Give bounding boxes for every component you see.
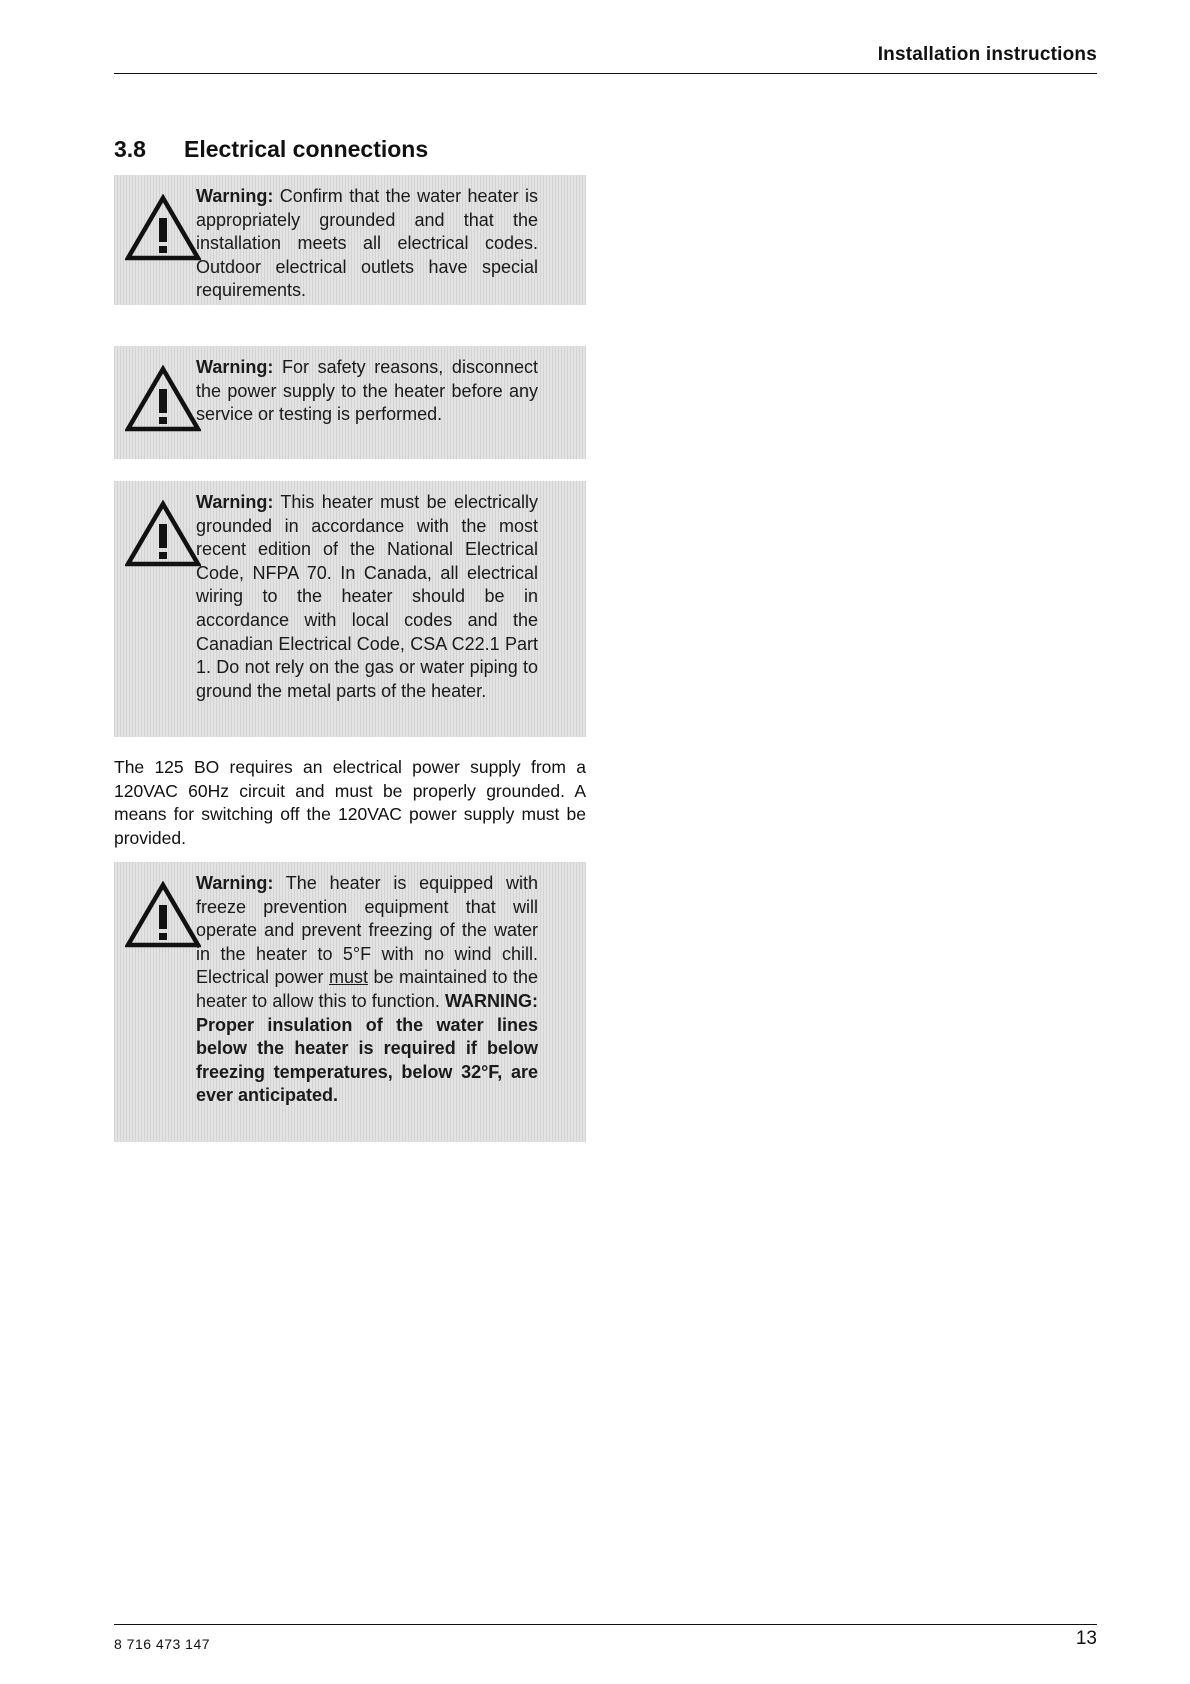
warning-triangle-icon — [125, 365, 201, 433]
header-title: Installation instructions — [877, 44, 1097, 65]
warning-label: Warning: — [196, 186, 274, 206]
warning-emphasis-must: must — [328, 967, 368, 988]
power-supply-paragraph: The 125 BO requires an electrical power supply from a 120VAC 60Hz circuit and must be properly grounded. A means for switching off the 120VAC power supply must be provided. — [114, 757, 586, 848]
warning-text — [196, 491, 538, 703]
page-number: 13 — [1075, 1628, 1097, 1649]
document-number: 8 716 473 147 — [114, 1636, 211, 1652]
warning-box-freeze-prevention — [114, 862, 586, 1142]
warning-message-part2: be maintained to the heater to allow this to function. — [196, 967, 538, 1011]
warning-message: This heater must be electrically grounded in accordance with the most recent edition of the National Electrical Code, NFPA 70. In Canada, all electrical wiring to the heater should be in accordance with local codes and the Canadian Electrical Code, CSA C22.1 Part 1. Do not rely on the gas or water piping to ground the metal parts of the heater. — [196, 492, 538, 701]
warning-label: Warning: — [196, 873, 274, 893]
warning-box-grounding — [114, 175, 586, 305]
warning-box-electrical-code — [114, 481, 586, 737]
warning-box-disconnect-power — [114, 346, 586, 459]
warning-label: Warning: — [196, 492, 274, 512]
warning-text — [196, 185, 538, 303]
warning-triangle-icon — [125, 881, 201, 949]
warning-triangle-icon — [125, 500, 201, 568]
section-number: 3.8 — [114, 136, 146, 162]
warning-label: Warning: — [196, 357, 274, 377]
footer-divider — [114, 1624, 1097, 1625]
warning-message-part1: The heater is equipped with freeze prevention equipment that will operate and prevent freezing of the water in the heater to 5°F with no wind chill. Electrical power — [196, 873, 538, 988]
warning-triangle-icon — [125, 194, 201, 262]
header-divider — [114, 73, 1097, 74]
warning-text — [196, 872, 538, 1108]
warning-message: For safety reasons, disconnect the power supply to the heater before any service or testing is performed. — [196, 357, 538, 425]
warning-message: Confirm that the water heater is appropriately grounded and that the installation meets all electrical codes. Outdoor electrical outlets have special requirements. — [196, 186, 538, 301]
warning-insulation-notice: WARNING: Proper insulation of the water lines below the heater is required if below freezing temperatures, below 32°F, are ever anticipated. — [196, 990, 538, 1106]
warning-text — [196, 356, 538, 427]
section-title: Electrical connections — [184, 136, 429, 162]
section-heading — [114, 136, 428, 163]
